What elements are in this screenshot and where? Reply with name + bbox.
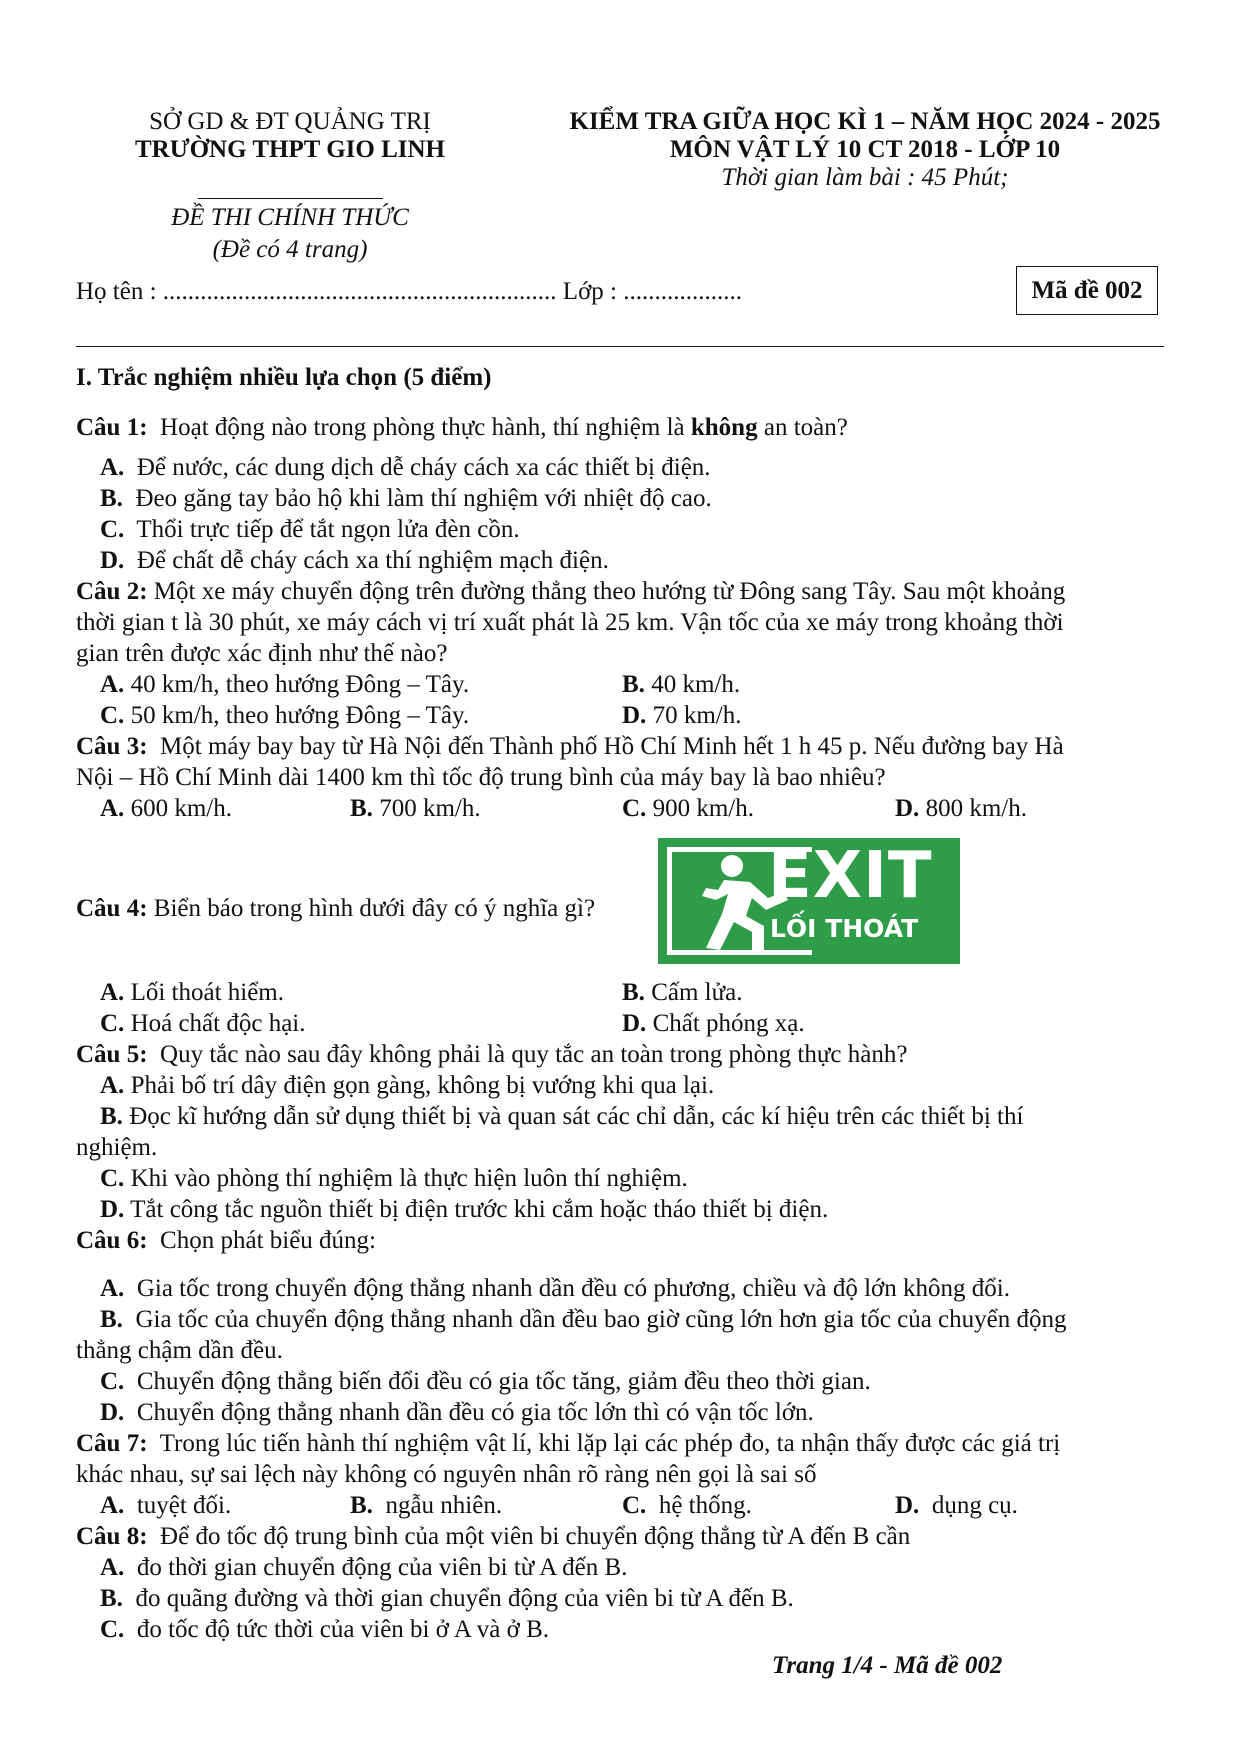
question-3-line2: Nội – Hồ Chí Minh dài 1400 km thì tốc độ trung bình của máy bay là bao nhiêu?: [76, 764, 886, 791]
q3-option-a[interactable]: A. 600 km/h.: [100, 795, 232, 822]
page-divider: [76, 346, 1164, 347]
time-limit: Thời gian làm bài : 45 Phút;: [721, 164, 1009, 191]
q8-option-b[interactable]: B. đo quãng đường và thời gian chuyển động của viên bi từ A đến B.: [100, 1585, 794, 1612]
subject-line: MÔN VẬT LÝ 10 CT 2018 - LỚP 10: [669, 136, 1061, 163]
q7-option-d[interactable]: D. dụng cụ.: [895, 1492, 1018, 1519]
q6-option-b-cont: thẳng chậm dần đều.: [76, 1337, 283, 1364]
q5-option-b-cont: nghiệm.: [76, 1134, 158, 1161]
q1-option-a[interactable]: A. Để nước, các dung dịch dễ cháy cách xa các thiết bị điện.: [100, 454, 711, 481]
q4-option-c[interactable]: C. Hoá chất độc hại.: [100, 1010, 306, 1037]
question-label: Câu 1:: [76, 414, 148, 441]
q5-option-c[interactable]: C. Khi vào phòng thí nghiệm là thực hiện luôn thí nghiệm.: [100, 1165, 688, 1192]
exam-code-box: Mã đề 002: [1016, 266, 1158, 315]
question-2-line2: thời gian t là 30 phút, xe máy cách vị trí xuất phát là 25 km. Vận tốc của xe máy trong khoảng thời: [76, 609, 1064, 636]
question-1: Câu 1: Hoạt động nào trong phòng thực hành, thí nghiệm là không an toàn?: [76, 414, 848, 441]
question-2: Câu 2: Một xe máy chuyển động trên đường thẳng theo hướng từ Đông sang Tây. Sau một khoảng: [76, 578, 1066, 605]
q6-option-a[interactable]: A. Gia tốc trong chuyển động thẳng nhanh dần đều có phương, chiều và độ lớn không đổi.: [100, 1275, 1010, 1302]
q8-option-c[interactable]: C. đo tốc độ tức thời của viên bi ở A và ở B.: [100, 1616, 549, 1643]
sign-subtitle: LỐI THOÁT: [770, 914, 919, 943]
q4-option-a[interactable]: A. Lối thoát hiểm.: [100, 979, 285, 1006]
q3-option-c[interactable]: C. 900 km/h.: [622, 795, 754, 822]
q8-option-a[interactable]: A. đo thời gian chuyển động của viên bi từ A đến B.: [100, 1554, 628, 1581]
q5-option-b[interactable]: B. Đọc kĩ hướng dẫn sử dụng thiết bị và quan sát các chỉ dẫn, các kí hiệu trên các thiết bị thí: [100, 1103, 1024, 1130]
school-header: [90, 108, 490, 164]
q6-option-c[interactable]: C. Chuyển động thẳng biến đổi đều có gia tốc tăng, giảm đều theo thời gian.: [100, 1368, 871, 1395]
question-2-line3: gian trên được xác định như thế nào?: [76, 640, 448, 667]
pages-note: (Đề có 4 trang): [212, 236, 368, 263]
question-8: Câu 8: Để đo tốc độ trung bình của một viên bi chuyển động thẳng từ A đến B cần: [76, 1523, 911, 1550]
q7-option-c[interactable]: C. hệ thống.: [622, 1492, 752, 1519]
q5-option-a[interactable]: A. Phải bố trí dây điện gọn gàng, không bị vướng khi qua lại.: [100, 1072, 715, 1099]
q2-option-b[interactable]: B. 40 km/h.: [622, 671, 741, 698]
q1-option-b[interactable]: B. Đeo găng tay bảo hộ khi làm thí nghiệm với nhiệt độ cao.: [100, 485, 712, 512]
q7-option-a[interactable]: A. tuyệt đối.: [100, 1492, 232, 1519]
exam-header: [520, 108, 1210, 192]
q1-option-c[interactable]: C. Thổi trực tiếp để tắt ngọn lửa đèn cồn.: [100, 516, 520, 543]
question-5: Câu 5: Quy tắc nào sau đây không phải là quy tắc an toàn trong phòng thực hành?: [76, 1041, 908, 1068]
header-divider: [198, 198, 383, 199]
q4-option-d[interactable]: D. Chất phóng xạ.: [622, 1010, 805, 1037]
sign-exit-text: EXIT: [768, 839, 933, 913]
official-title: ĐỀ THI CHÍNH THỨC: [171, 204, 409, 231]
question-7-line2: khác nhau, sự sai lệch này không có nguyên nhân rõ ràng nên gọi là sai số: [76, 1461, 817, 1488]
question-3: Câu 3: Một máy bay bay từ Hà Nội đến Thành phố Hồ Chí Minh hết 1 h 45 p. Nếu đường bay Hà: [76, 733, 1064, 760]
q2-option-a[interactable]: A. 40 km/h, theo hướng Đông – Tây.: [100, 671, 470, 698]
question-4: Câu 4: Biển báo trong hình dưới đây có ý nghĩa gì?: [76, 895, 596, 922]
section-title: I. Trắc nghiệm nhiều lựa chọn (5 điểm): [76, 364, 492, 391]
q6-option-d[interactable]: D. Chuyển động thẳng nhanh dần đều có gia tốc lớn thì có vận tốc lớn.: [100, 1399, 814, 1426]
official-label: [90, 202, 490, 266]
q2-option-c[interactable]: C. 50 km/h, theo hướng Đông – Tây.: [100, 702, 470, 729]
question-7: Câu 7: Trong lúc tiến hành thí nghiệm vật lí, khi lặp lại các phép đo, ta nhận thấy được các giá trị: [76, 1430, 1061, 1457]
q1-option-d[interactable]: D. Để chất dễ cháy cách xa thí nghiệm mạch điện.: [100, 547, 609, 574]
question-6: Câu 6: Chọn phát biểu đúng:: [76, 1227, 377, 1254]
name-class-field[interactable]: Họ tên : ............................................................... Lớp : ...................: [76, 278, 742, 305]
q2-option-d[interactable]: D. 70 km/h.: [622, 702, 742, 729]
page-footer: Trang 1/4 - Mã đề 002: [772, 1652, 1003, 1679]
q7-option-b[interactable]: B. ngẫu nhiên.: [350, 1492, 503, 1519]
exit-sign-image: [658, 838, 960, 964]
q5-option-d[interactable]: D. Tắt công tắc nguồn thiết bị điện trước khi cắm hoặc tháo thiết bị điện.: [100, 1196, 829, 1223]
department-name: SỞ GD & ĐT QUẢNG TRỊ: [149, 108, 431, 135]
q3-option-d[interactable]: D. 800 km/h.: [895, 795, 1027, 822]
q4-option-b[interactable]: B. Cấm lửa.: [622, 979, 743, 1006]
q6-option-b[interactable]: B. Gia tốc của chuyển động thẳng nhanh dần đều bao giờ cũng lớn hơn gia tốc của chuyển động: [100, 1306, 1067, 1333]
school-name: TRƯỜNG THPT GIO LINH: [134, 136, 445, 163]
exam-title: KIỂM TRA GIỮA HỌC KÌ 1 – NĂM HỌC 2024 - 2025: [569, 108, 1161, 135]
q3-option-b[interactable]: B. 700 km/h.: [350, 795, 481, 822]
